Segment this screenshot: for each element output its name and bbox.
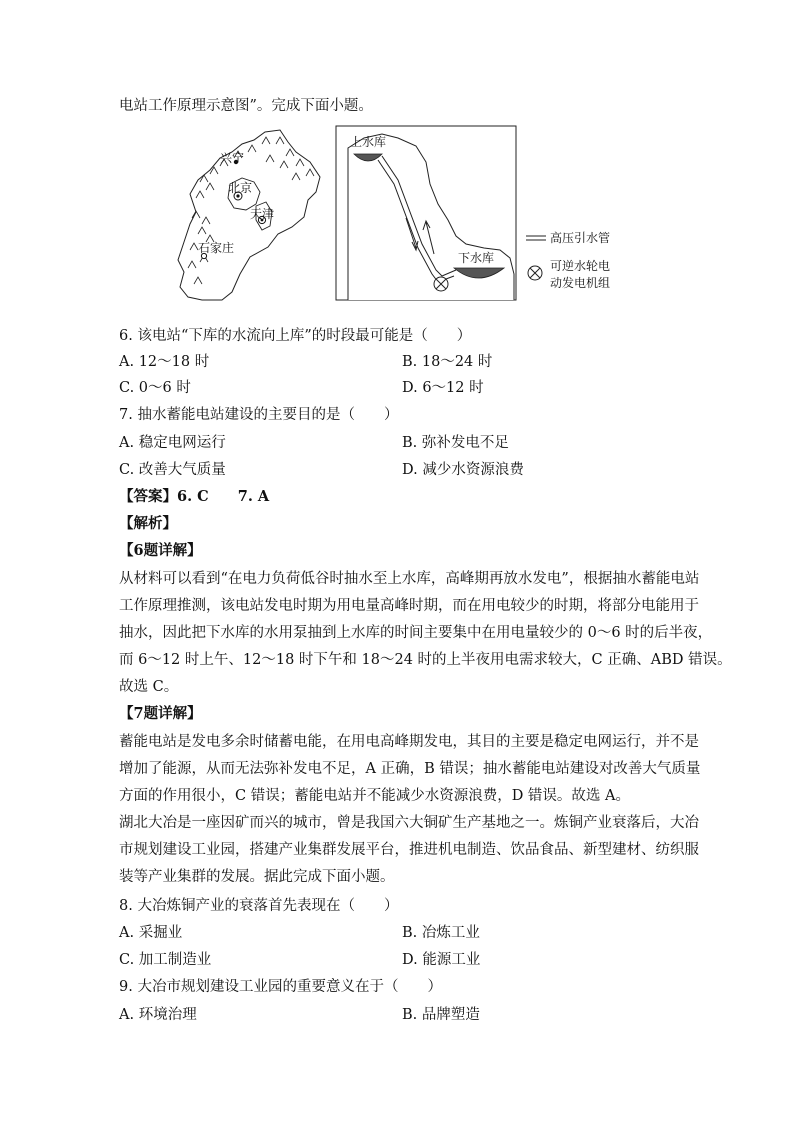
region-map-figure (170, 122, 330, 302)
detail-7-line: 蓄能电站是发电多余时储蓄电能，在用电高峰期发电，其目的主要是稳定电网运行，并不是 (119, 734, 699, 750)
q9-option-b: B. 品牌塑造 (402, 1007, 480, 1023)
detail-7-line: 增加了能源，从而无法弥补发电不足，A 正确，B 错误；抽水蓄能电站建设对改善大气质量 (119, 761, 701, 777)
pumped-storage-diagram (334, 124, 634, 302)
question-8-stem: 8. 大冶炼铜产业的衰落首先表现在（ ） (119, 898, 399, 914)
legend-pipe-icon (526, 236, 546, 240)
q6-option-b: B. 18～24 时 (402, 354, 493, 370)
intro-text: 电站工作原理示意图”。完成下面小题。 (119, 98, 373, 114)
detail-7-heading: 【7题详解】 (119, 705, 202, 722)
legend-generator-label-1: 可逆水轮电 (550, 259, 611, 273)
analysis-heading: 【解析】 (119, 515, 177, 532)
q7-option-d: D. 减少水资源浪费 (402, 462, 524, 478)
detail-6-line: 工作原理推测，该电站发电时期为用电量高峰时期，而在用电较少的时期，将部分电能用于 (119, 598, 699, 614)
detail-6-heading: 【6题详解】 (119, 542, 202, 559)
passage-8-line: 湖北大冶是一座因矿而兴的城市，曾是我国六大铜矿生产基地之一。炼铜产业衰落后，大冶 (119, 815, 699, 831)
city-label-beijing: 北京 (228, 181, 253, 195)
q8-option-c: C. 加工制造业 (119, 952, 212, 968)
legend-pipe-label: 高压引水管 (550, 231, 611, 245)
region-outline (178, 130, 320, 300)
detail-6-line: 故选 C。 (119, 679, 179, 695)
q7-option-a: A. 稳定电网运行 (119, 435, 226, 451)
q8-option-d: D. 能源工业 (402, 952, 481, 968)
question-7-stem: 7. 抽水蓄能电站建设的主要目的是（ ） (119, 407, 399, 423)
upper-reservoir-label: 上水库 (350, 135, 387, 149)
detail-6-line: 而 6～12 时上午、12～18 时下午和 18～24 时的上半夜用电需求较大，C 正确、ABD 错误。 (119, 652, 732, 668)
city-label-xingning: 兴宁 (220, 151, 245, 165)
detail-7-line: 方面的作用很小，C 错误；蓄能电站并不能减少水资源浪费，D 错误。故选 A。 (119, 788, 631, 804)
question-9-stem: 9. 大冶市规划建设工业园的重要意义在于（ ） (119, 979, 442, 995)
question-6-stem: 6. 该电站“下库的水流向上库”的时段最可能是（ ） (119, 328, 472, 344)
q8-option-b: B. 冶炼工业 (402, 925, 480, 941)
city-label-tianjin: 天津 (250, 207, 275, 221)
detail-6-line: 从材料可以看到“在电力负荷低谷时抽水至上水库，高峰期再放水发电”，根据抽水蓄能电站 (119, 571, 700, 587)
passage-8-line: 装等产业集群的发展。据此完成下面小题。 (119, 869, 395, 885)
passage-8-line: 市规划建设工业园，搭建产业集群发展平台，推进机电制造、饮品食品、新型建材、纺织服 (119, 842, 699, 858)
legend-generator-label-2: 动发电机组 (550, 276, 611, 290)
lower-reservoir-label: 下水库 (458, 251, 495, 265)
q9-option-a: A. 环境治理 (119, 1007, 197, 1023)
city-label-shijiazhuang: 石家庄 (198, 241, 235, 255)
q7-option-c: C. 改善大气质量 (119, 462, 226, 478)
q8-option-a: A. 采掘业 (119, 925, 183, 941)
q6-option-a: A. 12～18 时 (119, 354, 210, 370)
q6-option-c: C. 0～6 时 (119, 380, 191, 396)
answer-line: 【答案】6. C 7. A (119, 488, 270, 505)
q7-option-b: B. 弥补发电不足 (402, 435, 509, 451)
detail-6-line: 抽水，因此把下水库的水用泵抽到上水库的时间主要集中在用电量较少的 0～6 时的后半夜， (119, 625, 713, 641)
q6-option-d: D. 6～12 时 (402, 380, 484, 396)
